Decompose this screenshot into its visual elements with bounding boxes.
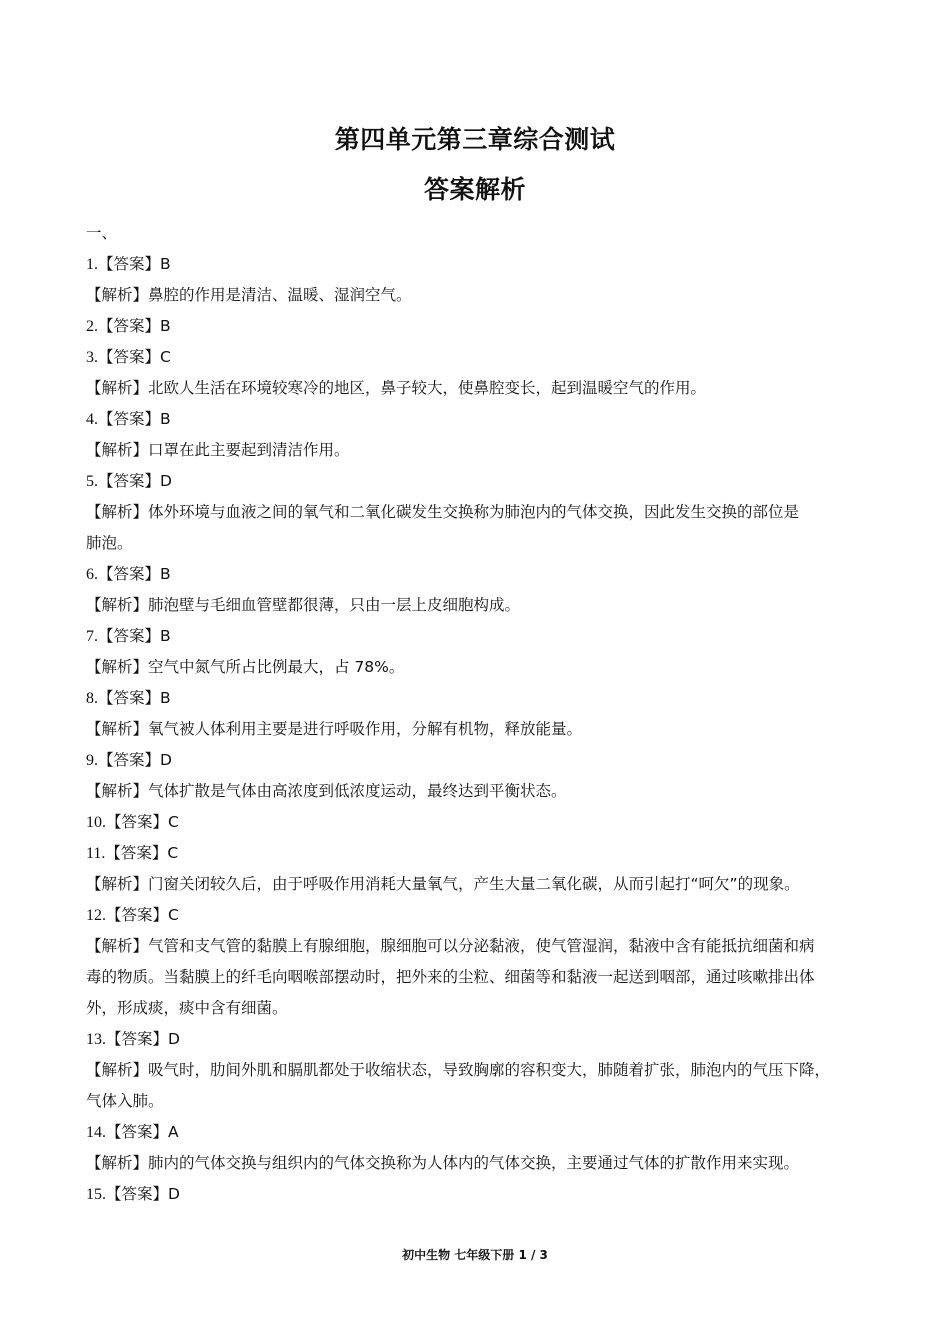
answer-line bbox=[86, 311, 856, 342]
analysis-text: 【解析】吸气时，肋间外肌和膈肌都处于收缩状态，导致胸廓的容积变大，肺随着扩张，肺泡内的气压下降， 气体入肺。 bbox=[86, 1061, 831, 1110]
answer-line bbox=[86, 249, 856, 280]
answer-text: 【答案】C bbox=[98, 348, 171, 366]
page-subtitle: 答案解析 bbox=[423, 175, 526, 204]
question-number: 15. bbox=[86, 1186, 106, 1203]
question-number: 5. bbox=[86, 473, 98, 490]
answer-line bbox=[86, 466, 856, 497]
analysis-text: 【解析】肺内的气体交换与组织内的气体交换称为人体内的气体交换，主要通过气体的扩散作用来实现。 bbox=[86, 1154, 800, 1172]
analysis-text: 【解析】肺泡壁与毛细血管壁都很薄，只由一层上皮细胞构成。 bbox=[86, 596, 521, 614]
question-number: 12. bbox=[86, 907, 106, 924]
question-number: 6. bbox=[86, 566, 98, 583]
question-number: 7. bbox=[86, 628, 98, 645]
answer-text: 【答案】B bbox=[98, 255, 171, 273]
answer-text: 【答案】B bbox=[98, 410, 171, 428]
answer-line bbox=[86, 342, 856, 373]
answer-line bbox=[86, 559, 856, 590]
question-number: 4. bbox=[86, 411, 98, 428]
answer-line bbox=[86, 1179, 856, 1210]
answer-text: 【答案】B bbox=[98, 689, 171, 707]
question-number: 3. bbox=[86, 349, 98, 366]
answer-text: 【答案】A bbox=[106, 1123, 179, 1141]
answer-text: 【答案】D bbox=[106, 1030, 180, 1048]
answer-text: 【答案】C bbox=[105, 844, 179, 862]
analysis-text: 【解析】空气中氮气所占比例最大，占 78%。 bbox=[86, 658, 405, 676]
page-title: 第四单元第三章综合测试 bbox=[334, 125, 616, 154]
answer-line bbox=[86, 900, 856, 931]
answer-line bbox=[86, 1024, 856, 1055]
answer-line bbox=[86, 1117, 856, 1148]
answer-line bbox=[86, 807, 856, 838]
answer-line bbox=[86, 838, 856, 869]
question-number: 1. bbox=[86, 256, 98, 273]
answer-text: 【答案】D bbox=[98, 751, 172, 769]
answer-text: 【答案】D bbox=[106, 1185, 180, 1203]
question-number: 2. bbox=[86, 318, 98, 335]
answer-text: 【答案】B bbox=[98, 317, 171, 335]
question-number: 14. bbox=[86, 1124, 106, 1141]
page-footer: 初中生物 七年级下册 1 / 3 bbox=[402, 1248, 548, 1262]
answer-text: 【答案】D bbox=[98, 472, 172, 490]
analysis-text: 【解析】气体扩散是气体由高浓度到低浓度运动，最终达到平衡状态。 bbox=[86, 782, 567, 800]
analysis-text: 【解析】北欧人生活在环境较寒冷的地区，鼻子较大，使鼻腔变长，起到温暖空气的作用。 bbox=[86, 379, 707, 397]
answer-line bbox=[86, 404, 856, 435]
answer-text: 【答案】C bbox=[106, 906, 179, 924]
question-number: 8. bbox=[86, 690, 98, 707]
answer-text: 【答案】B bbox=[98, 627, 171, 645]
section-heading: 一、 bbox=[86, 224, 118, 242]
question-number: 11. bbox=[86, 845, 106, 862]
answer-line bbox=[86, 745, 856, 776]
answer-list bbox=[86, 218, 856, 1210]
analysis-text: 【解析】口罩在此主要起到清洁作用。 bbox=[86, 441, 350, 459]
question-number: 9. bbox=[86, 752, 98, 769]
analysis-text: 【解析】体外环境与血液之间的氧气和二氧化碳发生交换称为肺泡内的气体交换，因此发生交换的部位是 肺泡。 bbox=[86, 503, 800, 552]
answer-line bbox=[86, 683, 856, 714]
answer-line bbox=[86, 621, 856, 652]
question-number: 13. bbox=[86, 1031, 106, 1048]
analysis-text: 【解析】门窗关闭较久后，由于呼吸作用消耗大量氧气，产生大量二氧化碳，从而引起打“呵欠”的现象。 bbox=[86, 875, 800, 893]
answer-text: 【答案】B bbox=[98, 565, 171, 583]
analysis-text: 【解析】氧气被人体利用主要是进行呼吸作用，分解有机物，释放能量。 bbox=[86, 720, 583, 738]
analysis-text: 【解析】气管和支气管的黏膜上有腺细胞，腺细胞可以分泌黏液，使气管湿润，黏液中含有能抵抗细菌和病 毒的物质。当黏膜上的纤毛向咽喉部摆动时，把外来的尘粒、细菌等和黏液一起送到咽部，通过咳嗽排出体 外，形成痰，痰中含有细菌。 bbox=[86, 937, 815, 1017]
answer-text: 【答案】C bbox=[106, 813, 179, 831]
analysis-text: 【解析】鼻腔的作用是清洁、温暖、湿润空气。 bbox=[86, 286, 412, 304]
question-number: 10. bbox=[86, 814, 106, 831]
